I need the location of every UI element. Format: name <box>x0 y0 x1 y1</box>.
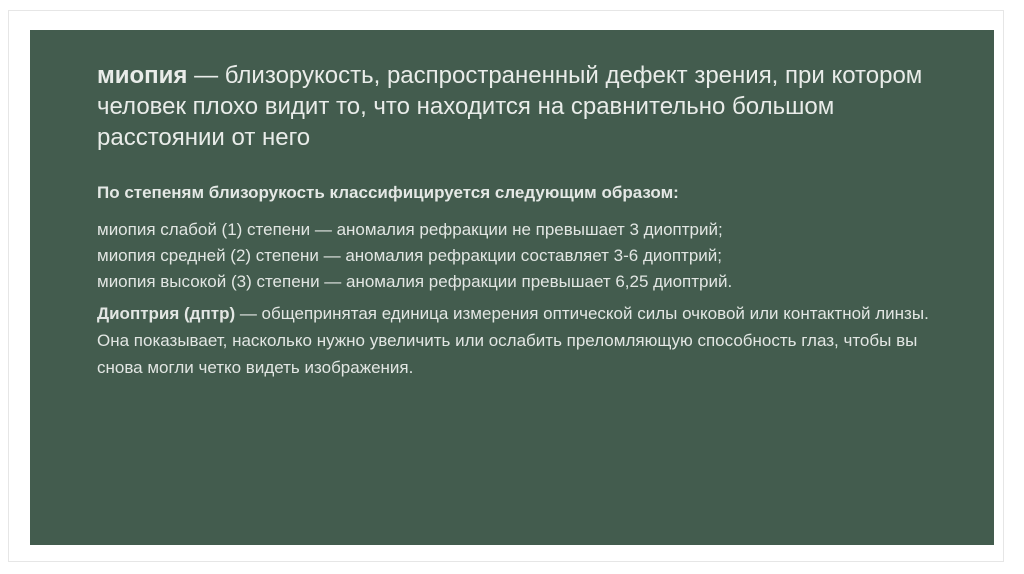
classification-heading: По степеням близорукость классифицируется следующим образом: <box>97 183 679 202</box>
diopter-definition <box>97 300 957 381</box>
list-item: миопия средней (2) степени — аномалия рефракции составляет 3-6 диоптрий; <box>97 246 722 265</box>
slide-title <box>97 60 937 153</box>
title-text: — близорукость, распространенный дефект зрения, при котором человек плохо видит то, что находится на сравнительно большом расстоянии от него <box>97 62 923 151</box>
slide <box>30 30 994 545</box>
list-item: миопия слабой (1) степени — аномалия рефракции не превышает 3 диоптрий; <box>97 220 723 239</box>
definition-term: Диоптрия (дптр) <box>97 304 236 323</box>
list-item: миопия высокой (3) степени — аномалия рефракции превышает 6,25 диоптрий. <box>97 272 733 291</box>
definition-text: — общепринятая единица измерения оптической силы очковой или контактной линзы. Она показывает, насколько нужно увеличить или ослабить преломляющую способность глаз, чтобы вы снова могли четко видеть изображения. <box>97 304 929 377</box>
title-term: миопия <box>97 62 188 89</box>
degree-list <box>97 217 957 295</box>
